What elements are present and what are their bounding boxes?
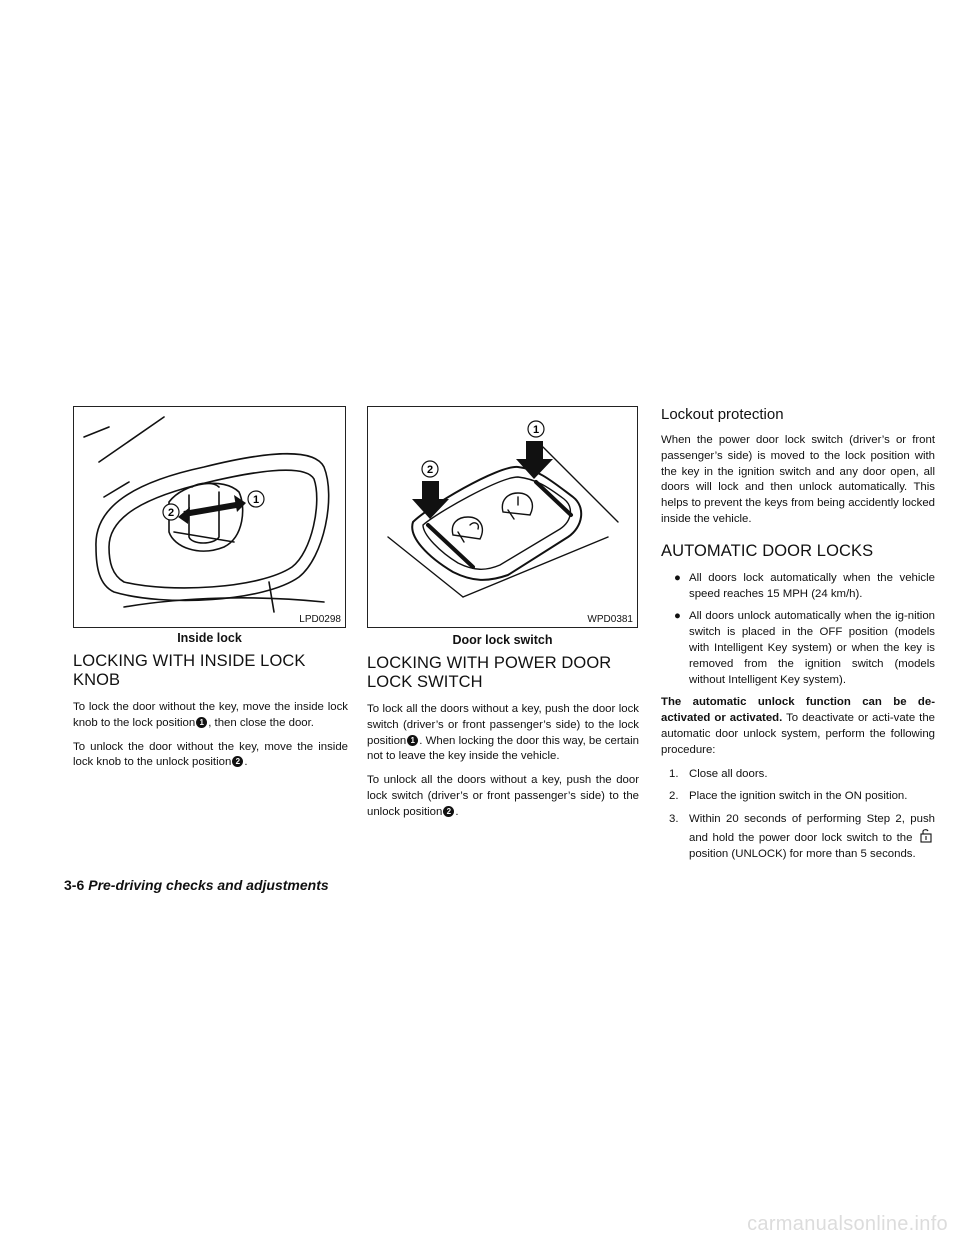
- callout-number: 2: [443, 806, 454, 817]
- callout-2: 2: [426, 464, 434, 476]
- section-heading: AUTOMATIC DOOR LOCKS: [661, 541, 874, 560]
- step-item: 3. Within 20 seconds of performing Step 2, push and hold the power door lock switch to the position (UNLOCK) for more than 5 seconds.: [669, 813, 935, 860]
- door-lock-switch-figure: [367, 406, 638, 628]
- column-power-door-lock: [367, 654, 639, 829]
- callout-number: 1: [407, 735, 418, 746]
- step-list: [661, 767, 935, 863]
- step-item: 2. Place the ignition switch in the ON position.: [669, 790, 908, 803]
- watermark: carmanualsonline.info: [747, 1213, 948, 1235]
- step-item: 1. Close all doors.: [669, 767, 768, 780]
- page-footer: [64, 877, 329, 893]
- door-lock-switch-illustration: [368, 407, 637, 627]
- unlock-symbol-icon: [919, 828, 933, 843]
- figure-caption: Inside lock: [177, 631, 242, 645]
- list-item: ● All doors lock automatically when the vehicle speed reaches 15 MPH (24 km/h).: [674, 571, 935, 600]
- page-number: 3-6: [64, 877, 85, 893]
- paragraph: To lock all the doors without a key, push the door lock switch (driver’s or front passenger’s side) to the lock position 1 . When locking the door this way, be certain not to leave the key inside the vehicle.: [367, 703, 639, 763]
- paragraph: When the power door lock switch (driver’s or front passenger’s side) is moved to the lock position with the key in the ignition switch and any door open, all doors will lock and then unlock automatically. This helps to prevent the keys from being accidently locked inside the vehicle.: [661, 434, 935, 525]
- figure-code: LPD0298: [299, 614, 341, 625]
- section-title: Pre-driving checks and adjustments: [88, 877, 329, 893]
- callout-1: 1: [532, 424, 540, 436]
- paragraph: To unlock all the doors without a key, push the door lock switch (driver’s or front passenger’s side) to the unlock position 2 .: [367, 774, 639, 818]
- list-item: ● All doors unlock automatically when the ig-nition switch is placed in the OFF position (models with Intelligent Key system) or when the key is removed from the ignition switch (models without Intelligent Key system).: [674, 610, 935, 686]
- bullet-list: [661, 571, 935, 689]
- section-heading: LOCKING WITH INSIDE LOCK KNOB: [73, 652, 306, 689]
- paragraph: To lock the door without the key, move the inside lock knob to the lock position 1 , then close the door.: [73, 701, 348, 729]
- bullet-icon: ●: [674, 571, 681, 584]
- bullet-icon: ●: [674, 610, 681, 623]
- callout-number: 2: [232, 756, 243, 767]
- section-heading: LOCKING WITH POWER DOOR LOCK SWITCH: [367, 654, 612, 691]
- paragraph: To unlock the door without the key, move the inside lock knob to the unlock position 2 .: [73, 740, 348, 769]
- callout-number: 1: [196, 717, 207, 728]
- figure-caption: Door lock switch: [452, 633, 553, 647]
- inside-lock-illustration: [74, 407, 345, 627]
- column-inside-lock: [73, 652, 348, 779]
- inside-lock-figure: [73, 406, 346, 628]
- callout-1: 1: [252, 494, 260, 506]
- figure-code: WPD0381: [587, 614, 633, 625]
- column-automatic-locks: [661, 406, 935, 870]
- paragraph: The automatic unlock function can be de-activated or activated. To deactivate or acti-vate the automatic door unlock system, perform the following procedure:: [661, 696, 935, 756]
- subsection-heading: Lockout protection: [661, 406, 784, 423]
- callout-2: 2: [167, 507, 175, 519]
